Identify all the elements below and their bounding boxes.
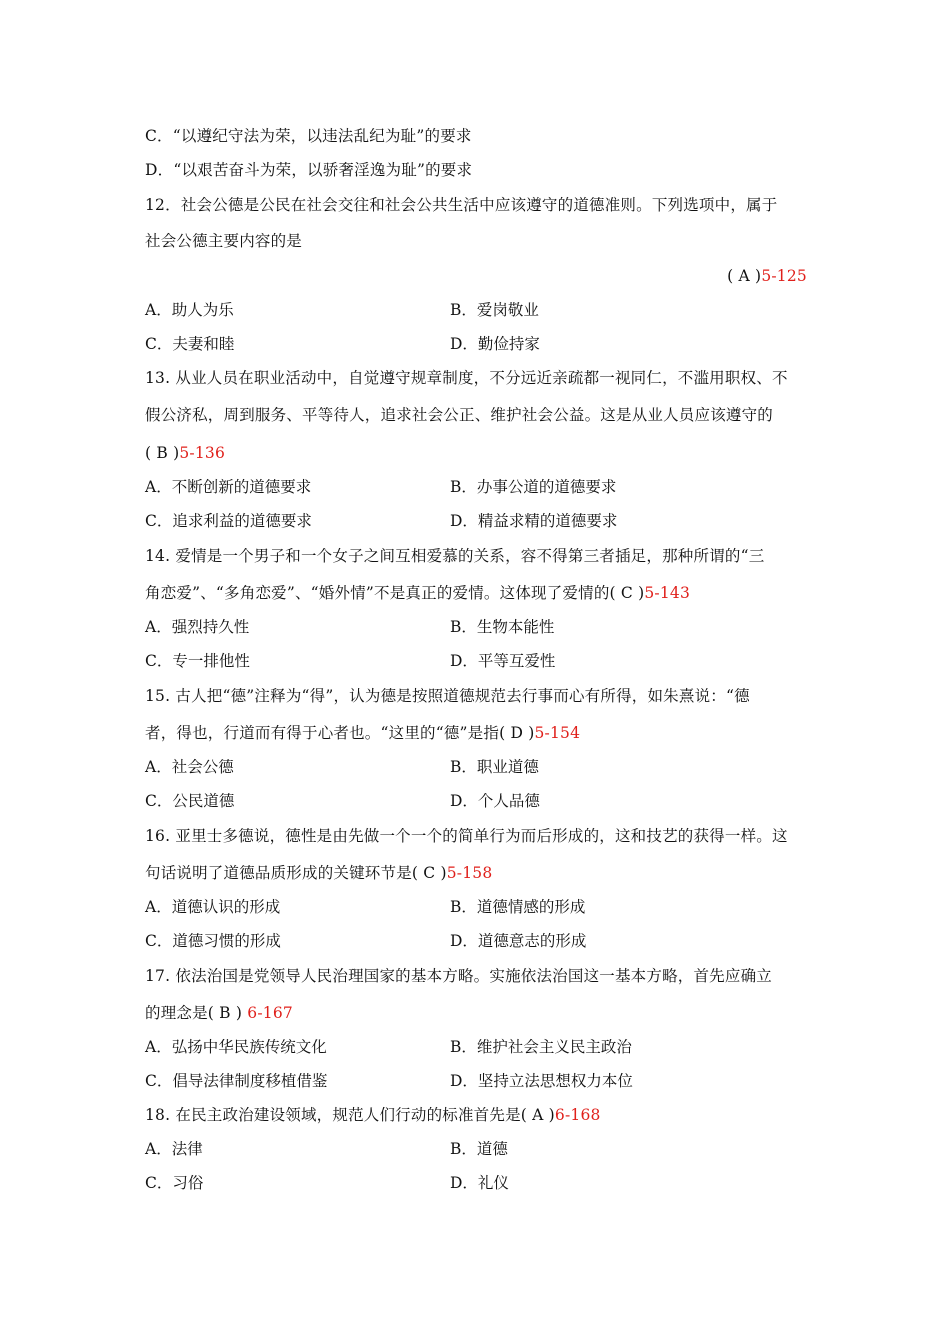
q18-stem-text: 18. 在民主政治建设领域，规范人们行动的标准首先是( A ) [145, 1106, 555, 1124]
q15-option-b: B．职业道德 [450, 758, 539, 776]
q16-option-c: C．道德习惯的形成 [145, 932, 281, 950]
q16-stem-text: 句话说明了道德品质形成的关键环节是( C ) [145, 864, 447, 882]
q18-stem-line1 [145, 1105, 807, 1125]
q13-option-b: B．办事公道的道德要求 [450, 478, 617, 496]
q12-option-d: D．勤俭持家 [450, 335, 540, 353]
q18-page-ref: 6-168 [554, 1106, 601, 1124]
q14-option-b: B．生物本能性 [450, 618, 555, 636]
q14-page-ref: 5-143 [644, 584, 691, 602]
q13-option-c: C．追求利益的道德要求 [145, 512, 312, 530]
q14-stem-line2 [145, 583, 807, 603]
q16-option-a: A．道德认识的形成 [145, 898, 281, 916]
q17-stem-line1: 17. 依法治国是党领导人民治理国家的基本方略。实施依法治国这一基本方略，首先应确立 [145, 967, 772, 985]
q17-option-d: D．坚持立法思想权力本位 [450, 1072, 633, 1090]
q12-stem-line1: 12．社会公德是公民在社会交往和社会公共生活中应该遵守的道德准则。下列选项中，属于 [145, 196, 778, 214]
q15-page-ref: 5-154 [534, 724, 581, 742]
q12-answer-line [145, 266, 807, 286]
q15-stem-text: 者，得也，行道而有得于心者也。“这里的“德”是指( D ) [145, 724, 535, 742]
q11-option-c: C．“以遵纪守法为荣，以违法乱纪为耻”的要求 [145, 127, 472, 145]
q15-stem-line1: 15. 古人把“德”注释为“得”，认为德是按照道德规范去行事而心有所得，如朱熹说：“德 [145, 687, 750, 705]
q18-option-b: B．道德 [450, 1140, 508, 1158]
q12-option-c: C．夫妻和睦 [145, 335, 235, 353]
q15-option-a: A．社会公德 [145, 758, 234, 776]
q12-option-a: A．助人为乐 [145, 301, 234, 319]
q12-answer: ( A ) [727, 267, 762, 285]
q18-option-d: D．礼仪 [450, 1174, 509, 1192]
q13-answer: ( B ) [145, 444, 180, 462]
q13-answer-line [145, 443, 807, 463]
q17-option-b: B．维护社会主义民主政治 [450, 1038, 632, 1056]
q11-option-d: D．“以艰苦奋斗为荣，以骄奢淫逸为耻”的要求 [145, 161, 473, 179]
q16-stem-line1: 16. 亚里士多德说，德性是由先做一个一个的简单行为而后形成的，这和技艺的获得一样。这 [145, 827, 788, 845]
q17-stem-line2 [145, 1003, 807, 1023]
q12-stem-line2: 社会公德主要内容的是 [145, 232, 303, 250]
q12-page-ref: 5-125 [761, 267, 807, 285]
q17-option-a: A．弘扬中华民族传统文化 [145, 1038, 327, 1056]
q14-stem-text: 角恋爱”、“多角恋爱”、“婚外情”不是真正的爱情。这体现了爱情的( C ) [145, 584, 645, 602]
q16-option-d: D．道德意志的形成 [450, 932, 587, 950]
q15-stem-line2 [145, 723, 807, 743]
q18-option-c: C．习俗 [145, 1174, 204, 1192]
q14-option-d: D．平等互爱性 [450, 652, 556, 670]
q12-option-b: B．爱岗敬业 [450, 301, 539, 319]
q13-option-d: D．精益求精的道德要求 [450, 512, 618, 530]
q13-stem-line1: 13. 从业人员在职业活动中，自觉遵守规章制度，不分远近亲疏都一视同仁，不滥用职权、不 [145, 369, 788, 387]
q14-option-c: C．专一排他性 [145, 652, 250, 670]
q13-page-ref: 5-136 [179, 444, 226, 462]
q17-option-c: C．倡导法律制度移植借鉴 [145, 1072, 328, 1090]
q15-option-d: D．个人品德 [450, 792, 540, 810]
q17-stem-text: 的理念是( B ) [145, 1004, 248, 1022]
q15-option-c: C．公民道德 [145, 792, 235, 810]
q14-option-a: A．强烈持久性 [145, 618, 250, 636]
q16-stem-line2 [145, 863, 807, 883]
q14-stem-line1: 14. 爱情是一个男子和一个女子之间互相爱慕的关系，容不得第三者插足，那种所谓的“三 [145, 547, 765, 565]
q13-option-a: A．不断创新的道德要求 [145, 478, 312, 496]
q17-page-ref: 6-167 [247, 1004, 293, 1022]
q16-page-ref: 5-158 [446, 864, 493, 882]
q18-option-a: A．法律 [145, 1140, 203, 1158]
q13-stem-line2: 假公济私，周到服务、平等待人，追求社会公正、维护社会公益。这是从业人员应该遵守的 [145, 406, 774, 424]
q16-option-b: B．道德情感的形成 [450, 898, 586, 916]
